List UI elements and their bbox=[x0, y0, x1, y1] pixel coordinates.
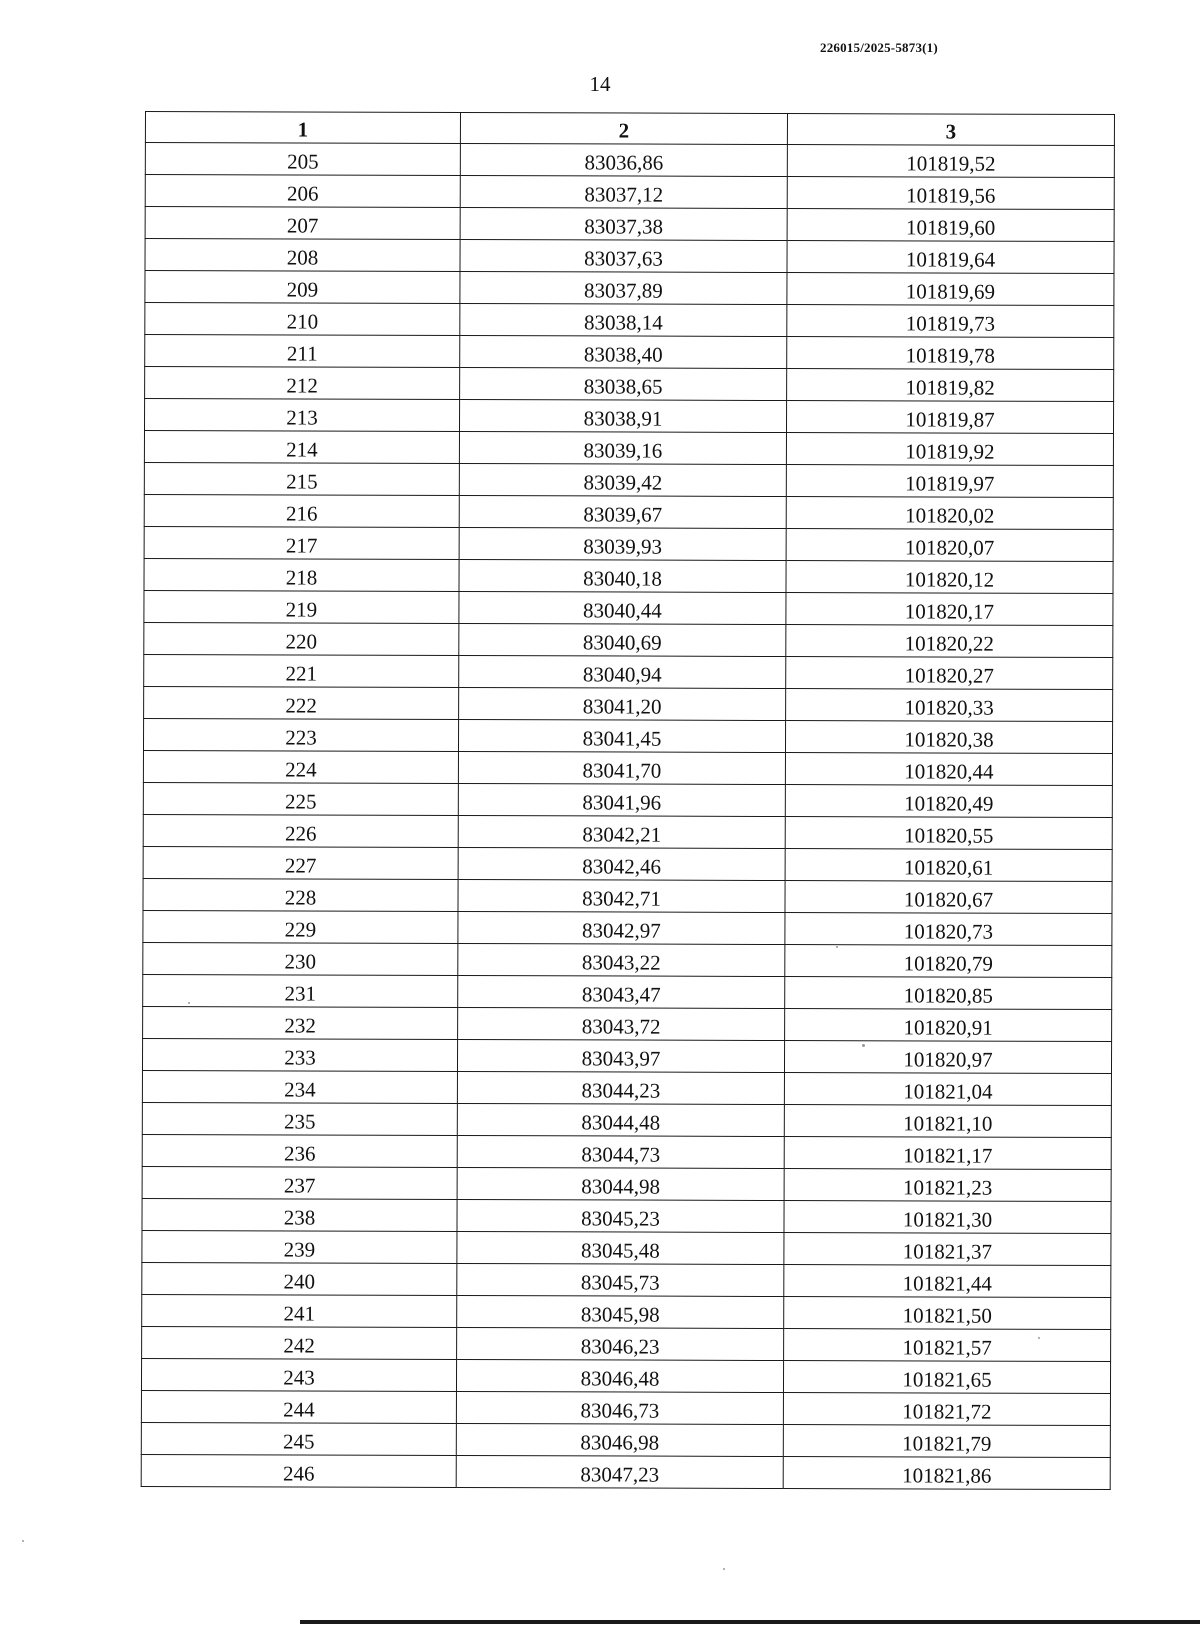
document-reference-number: 226015/2025-5873(1) bbox=[820, 40, 938, 55]
column-header-1: 1 bbox=[145, 112, 460, 144]
point-number-cell: 213 bbox=[144, 399, 459, 432]
x-coordinate-cell: 83037,63 bbox=[460, 239, 787, 272]
y-coordinate-cell: 101821,79 bbox=[783, 1425, 1110, 1458]
column-header-3: 3 bbox=[787, 114, 1114, 146]
table-row bbox=[143, 750, 1112, 785]
table-row bbox=[143, 942, 1112, 977]
y-coordinate-cell: 101821,86 bbox=[783, 1457, 1110, 1490]
table-header bbox=[145, 112, 1114, 146]
point-number-cell: 211 bbox=[145, 335, 460, 368]
y-coordinate-cell: 101821,44 bbox=[784, 1265, 1111, 1298]
table-row bbox=[143, 718, 1112, 753]
y-coordinate-cell: 101820,73 bbox=[785, 913, 1112, 946]
table-row bbox=[145, 367, 1114, 402]
x-coordinate-cell: 83039,42 bbox=[459, 463, 786, 496]
table-row bbox=[143, 878, 1112, 913]
y-coordinate-cell: 101819,97 bbox=[786, 465, 1113, 498]
x-coordinate-cell: 83036,86 bbox=[460, 143, 787, 176]
table-row bbox=[141, 1454, 1110, 1489]
y-coordinate-cell: 101820,79 bbox=[785, 945, 1112, 978]
y-coordinate-cell: 101820,61 bbox=[785, 849, 1112, 882]
scan-speck bbox=[22, 1540, 24, 1542]
page-number: 14 bbox=[589, 72, 611, 96]
x-coordinate-cell: 83040,44 bbox=[459, 591, 786, 624]
table-row bbox=[142, 1262, 1111, 1297]
table-row bbox=[144, 622, 1113, 657]
table-row bbox=[143, 910, 1112, 945]
point-number-cell: 232 bbox=[143, 1006, 458, 1039]
x-coordinate-cell: 83040,94 bbox=[459, 655, 786, 688]
point-number-cell: 245 bbox=[141, 1422, 456, 1455]
point-number-cell: 228 bbox=[143, 878, 458, 911]
bottom-rule bbox=[300, 1620, 1200, 1624]
x-coordinate-cell: 83040,18 bbox=[459, 559, 786, 592]
scan-speck bbox=[188, 1002, 190, 1004]
point-number-cell: 234 bbox=[142, 1070, 457, 1103]
y-coordinate-cell: 101820,33 bbox=[786, 689, 1113, 722]
scan-speck bbox=[1038, 1337, 1040, 1339]
y-coordinate-cell: 101821,72 bbox=[783, 1393, 1110, 1426]
point-number-cell: 217 bbox=[144, 526, 459, 559]
point-number-cell: 212 bbox=[145, 367, 460, 400]
y-coordinate-cell: 101819,92 bbox=[786, 433, 1113, 466]
x-coordinate-cell: 83041,70 bbox=[458, 751, 785, 784]
table-row bbox=[145, 303, 1114, 338]
table-row bbox=[143, 1006, 1112, 1041]
y-coordinate-cell: 101819,69 bbox=[787, 273, 1114, 306]
y-coordinate-cell: 101820,27 bbox=[786, 657, 1113, 690]
column-header-2: 2 bbox=[460, 112, 787, 144]
table-row bbox=[143, 814, 1112, 849]
x-coordinate-cell: 83045,48 bbox=[457, 1231, 784, 1264]
point-number-cell: 208 bbox=[145, 239, 460, 272]
y-coordinate-cell: 101819,78 bbox=[787, 337, 1114, 370]
y-coordinate-cell: 101819,56 bbox=[787, 177, 1114, 210]
y-coordinate-cell: 101820,38 bbox=[785, 721, 1112, 754]
table-row bbox=[141, 1358, 1110, 1393]
table-row bbox=[142, 1166, 1111, 1201]
x-coordinate-cell: 83042,21 bbox=[458, 815, 785, 848]
x-coordinate-cell: 83038,65 bbox=[460, 367, 787, 400]
x-coordinate-cell: 83044,98 bbox=[457, 1167, 784, 1200]
y-coordinate-cell: 101821,04 bbox=[784, 1073, 1111, 1106]
point-number-cell: 216 bbox=[144, 494, 459, 527]
y-coordinate-cell: 101819,52 bbox=[787, 145, 1114, 178]
table-row bbox=[145, 239, 1114, 274]
point-number-cell: 236 bbox=[142, 1134, 457, 1167]
y-coordinate-cell: 101821,57 bbox=[784, 1329, 1111, 1362]
table-row bbox=[145, 207, 1114, 242]
x-coordinate-cell: 83041,45 bbox=[458, 719, 785, 752]
scan-speck bbox=[836, 946, 838, 948]
point-number-cell: 235 bbox=[142, 1102, 457, 1135]
x-coordinate-cell: 83039,93 bbox=[459, 527, 786, 560]
table-row bbox=[142, 1038, 1111, 1073]
point-number-cell: 242 bbox=[142, 1326, 457, 1359]
point-number-cell: 214 bbox=[144, 431, 459, 464]
point-number-cell: 239 bbox=[142, 1230, 457, 1263]
y-coordinate-cell: 101819,87 bbox=[786, 401, 1113, 434]
x-coordinate-cell: 83043,72 bbox=[458, 1007, 785, 1040]
point-number-cell: 222 bbox=[144, 686, 459, 719]
table-row bbox=[145, 143, 1114, 178]
point-number-cell: 224 bbox=[143, 750, 458, 783]
y-coordinate-cell: 101820,67 bbox=[785, 881, 1112, 914]
coordinates-table bbox=[141, 111, 1115, 1490]
y-coordinate-cell: 101821,30 bbox=[784, 1201, 1111, 1234]
scan-speck bbox=[723, 1568, 725, 1570]
table-row bbox=[142, 1102, 1111, 1137]
point-number-cell: 209 bbox=[145, 271, 460, 304]
y-coordinate-cell: 101820,17 bbox=[786, 593, 1113, 626]
x-coordinate-cell: 83037,12 bbox=[460, 175, 787, 208]
table-row bbox=[144, 494, 1113, 529]
x-coordinate-cell: 83041,20 bbox=[459, 687, 786, 720]
x-coordinate-cell: 83044,73 bbox=[457, 1135, 784, 1168]
table-row bbox=[142, 1198, 1111, 1233]
y-coordinate-cell: 101819,64 bbox=[787, 241, 1114, 274]
table-row bbox=[141, 1390, 1110, 1425]
point-number-cell: 220 bbox=[144, 622, 459, 655]
table-row bbox=[144, 590, 1113, 625]
table-row bbox=[144, 686, 1113, 721]
x-coordinate-cell: 83045,73 bbox=[457, 1263, 784, 1296]
y-coordinate-cell: 101820,02 bbox=[786, 497, 1113, 530]
table-row bbox=[143, 974, 1112, 1009]
table-row bbox=[145, 271, 1114, 306]
x-coordinate-cell: 83044,48 bbox=[457, 1103, 784, 1136]
point-number-cell: 244 bbox=[141, 1390, 456, 1423]
x-coordinate-cell: 83047,23 bbox=[456, 1455, 783, 1488]
x-coordinate-cell: 83044,23 bbox=[457, 1071, 784, 1104]
point-number-cell: 246 bbox=[141, 1454, 456, 1487]
table-header-row bbox=[145, 112, 1114, 146]
point-number-cell: 221 bbox=[144, 654, 459, 687]
y-coordinate-cell: 101821,50 bbox=[784, 1297, 1111, 1330]
x-coordinate-cell: 83039,16 bbox=[459, 431, 786, 464]
x-coordinate-cell: 83037,38 bbox=[460, 207, 787, 240]
x-coordinate-cell: 83038,40 bbox=[460, 335, 787, 368]
point-number-cell: 226 bbox=[143, 814, 458, 847]
point-number-cell: 231 bbox=[143, 974, 458, 1007]
table-row bbox=[144, 558, 1113, 593]
table-row bbox=[143, 846, 1112, 881]
table-row bbox=[145, 175, 1114, 210]
point-number-cell: 233 bbox=[142, 1038, 457, 1071]
y-coordinate-cell: 101819,73 bbox=[787, 305, 1114, 338]
y-coordinate-cell: 101820,91 bbox=[785, 1009, 1112, 1042]
y-coordinate-cell: 101820,49 bbox=[785, 785, 1112, 818]
point-number-cell: 241 bbox=[142, 1294, 457, 1327]
table-row bbox=[142, 1294, 1111, 1329]
x-coordinate-cell: 83042,71 bbox=[458, 879, 785, 912]
point-number-cell: 243 bbox=[141, 1358, 456, 1391]
x-coordinate-cell: 83043,47 bbox=[458, 975, 785, 1008]
point-number-cell: 207 bbox=[145, 207, 460, 240]
point-number-cell: 215 bbox=[144, 462, 459, 495]
point-number-cell: 230 bbox=[143, 942, 458, 975]
x-coordinate-cell: 83045,23 bbox=[457, 1199, 784, 1232]
x-coordinate-cell: 83045,98 bbox=[457, 1295, 784, 1328]
x-coordinate-cell: 83043,22 bbox=[458, 943, 785, 976]
y-coordinate-cell: 101821,17 bbox=[784, 1137, 1111, 1170]
table-row bbox=[142, 1326, 1111, 1361]
table-row bbox=[142, 1134, 1111, 1169]
x-coordinate-cell: 83046,73 bbox=[456, 1391, 783, 1424]
table-row bbox=[144, 654, 1113, 689]
table-row bbox=[144, 399, 1113, 434]
point-number-cell: 240 bbox=[142, 1262, 457, 1295]
table-row bbox=[144, 431, 1113, 466]
y-coordinate-cell: 101820,97 bbox=[784, 1041, 1111, 1074]
x-coordinate-cell: 83039,67 bbox=[459, 495, 786, 528]
x-coordinate-cell: 83037,89 bbox=[460, 271, 787, 304]
table-row bbox=[144, 462, 1113, 497]
y-coordinate-cell: 101820,55 bbox=[785, 817, 1112, 850]
table-row bbox=[142, 1070, 1111, 1105]
point-number-cell: 218 bbox=[144, 558, 459, 591]
x-coordinate-cell: 83042,97 bbox=[458, 911, 785, 944]
point-number-cell: 223 bbox=[143, 718, 458, 751]
y-coordinate-cell: 101820,85 bbox=[785, 977, 1112, 1010]
y-coordinate-cell: 101820,22 bbox=[786, 625, 1113, 658]
y-coordinate-cell: 101821,23 bbox=[784, 1169, 1111, 1202]
scan-speck bbox=[862, 1044, 865, 1047]
y-coordinate-cell: 101820,12 bbox=[786, 561, 1113, 594]
table-row bbox=[144, 526, 1113, 561]
point-number-cell: 206 bbox=[145, 175, 460, 208]
point-number-cell: 205 bbox=[145, 143, 460, 176]
x-coordinate-cell: 83041,96 bbox=[458, 783, 785, 816]
x-coordinate-cell: 83046,23 bbox=[457, 1327, 784, 1360]
point-number-cell: 219 bbox=[144, 590, 459, 623]
x-coordinate-cell: 83043,97 bbox=[457, 1039, 784, 1072]
table-row bbox=[145, 335, 1114, 370]
table-row bbox=[142, 1230, 1111, 1265]
point-number-cell: 229 bbox=[143, 910, 458, 943]
y-coordinate-cell: 101821,37 bbox=[784, 1233, 1111, 1266]
point-number-cell: 237 bbox=[142, 1166, 457, 1199]
y-coordinate-cell: 101819,82 bbox=[787, 369, 1114, 402]
table-body bbox=[141, 143, 1114, 1490]
x-coordinate-cell: 83038,14 bbox=[460, 303, 787, 336]
x-coordinate-cell: 83046,98 bbox=[456, 1423, 783, 1456]
x-coordinate-cell: 83046,48 bbox=[456, 1359, 783, 1392]
point-number-cell: 210 bbox=[145, 303, 460, 336]
x-coordinate-cell: 83042,46 bbox=[458, 847, 785, 880]
point-number-cell: 225 bbox=[143, 782, 458, 815]
table-row bbox=[141, 1422, 1110, 1457]
y-coordinate-cell: 101821,10 bbox=[784, 1105, 1111, 1138]
table-row bbox=[143, 782, 1112, 817]
y-coordinate-cell: 101820,07 bbox=[786, 529, 1113, 562]
y-coordinate-cell: 101820,44 bbox=[785, 753, 1112, 786]
x-coordinate-cell: 83040,69 bbox=[459, 623, 786, 656]
x-coordinate-cell: 83038,91 bbox=[459, 399, 786, 432]
y-coordinate-cell: 101821,65 bbox=[783, 1361, 1110, 1394]
point-number-cell: 238 bbox=[142, 1198, 457, 1231]
point-number-cell: 227 bbox=[143, 846, 458, 879]
y-coordinate-cell: 101819,60 bbox=[787, 209, 1114, 242]
